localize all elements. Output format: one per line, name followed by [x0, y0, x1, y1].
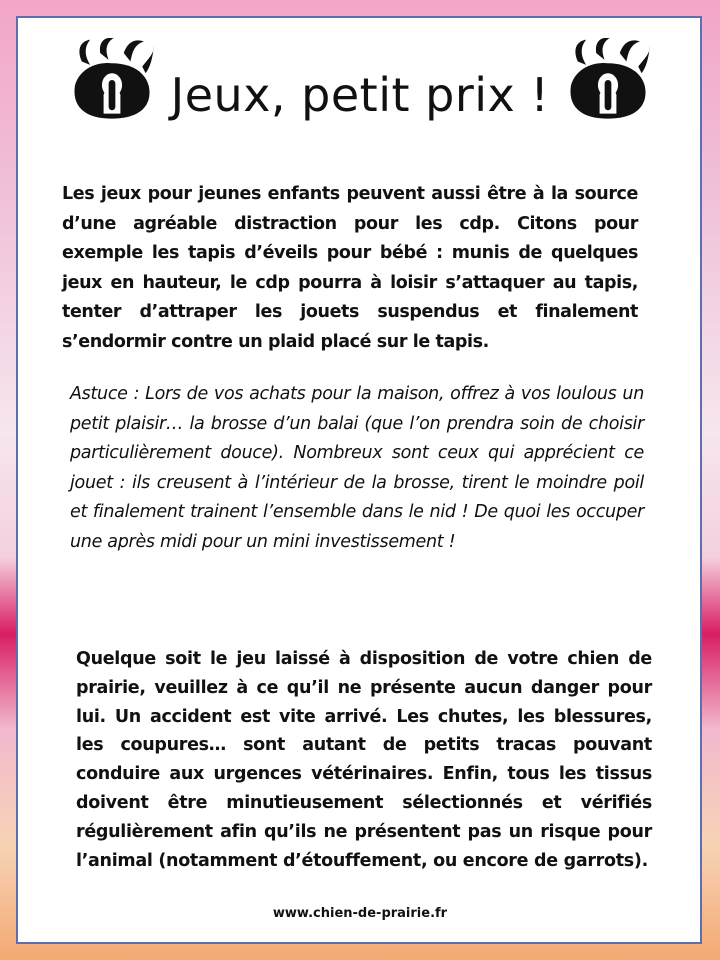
- warning-paragraph: Quelque soit le jeu laissé à disposition de votre chien de prairie, veuillez à ce qu’il ne présente aucun danger pour lui. Un accident est vite arrivé. Les chutes, les blessures, les coupures… sont autant de petits tracas pouvant conduire aux urgences vétérinaires. Enfin, tous les tissus doivent être minutieusement sélectionnés et vérifiés régulièrement afin qu’ils ne présentent pas un risque pour l’animal (notamment d’étouffement, ou encore de garrots).: [76, 649, 652, 871]
- website-link[interactable]: www.chien-de-prairie.fr: [272, 906, 448, 921]
- intro-paragraph: Les jeux pour jeunes enfants peuvent aussi être à la source d’une agréable distraction pour les cdp. Citons pour exemple les tapis d’éveils pour bébé : munis de quelques jeux en hauteur, le cdp pourra à loisir s’attaquer au tapis, tenter d’attraper les jouets suspendus et finalement s’endormir contre un plaid placé sur le tapis.: [62, 184, 638, 352]
- tip-paragraph: Astuce : Lors de vos achats pour la maison, offrez à vos loulous un petit plaisir… la brosse d’un balai (que l’on prendra soin de choisir particulièrement douce). Nombreux sont ceux qui apprécient ce jouet : ils creusent à l’intérieur de la brosse, tirent le moindre poil et finalement trainent l’ensemble dans le nid ! De quoi les occuper une après midi pour un mini investissement !: [70, 384, 644, 552]
- page-title: Jeux, petit prix !: [170, 68, 550, 122]
